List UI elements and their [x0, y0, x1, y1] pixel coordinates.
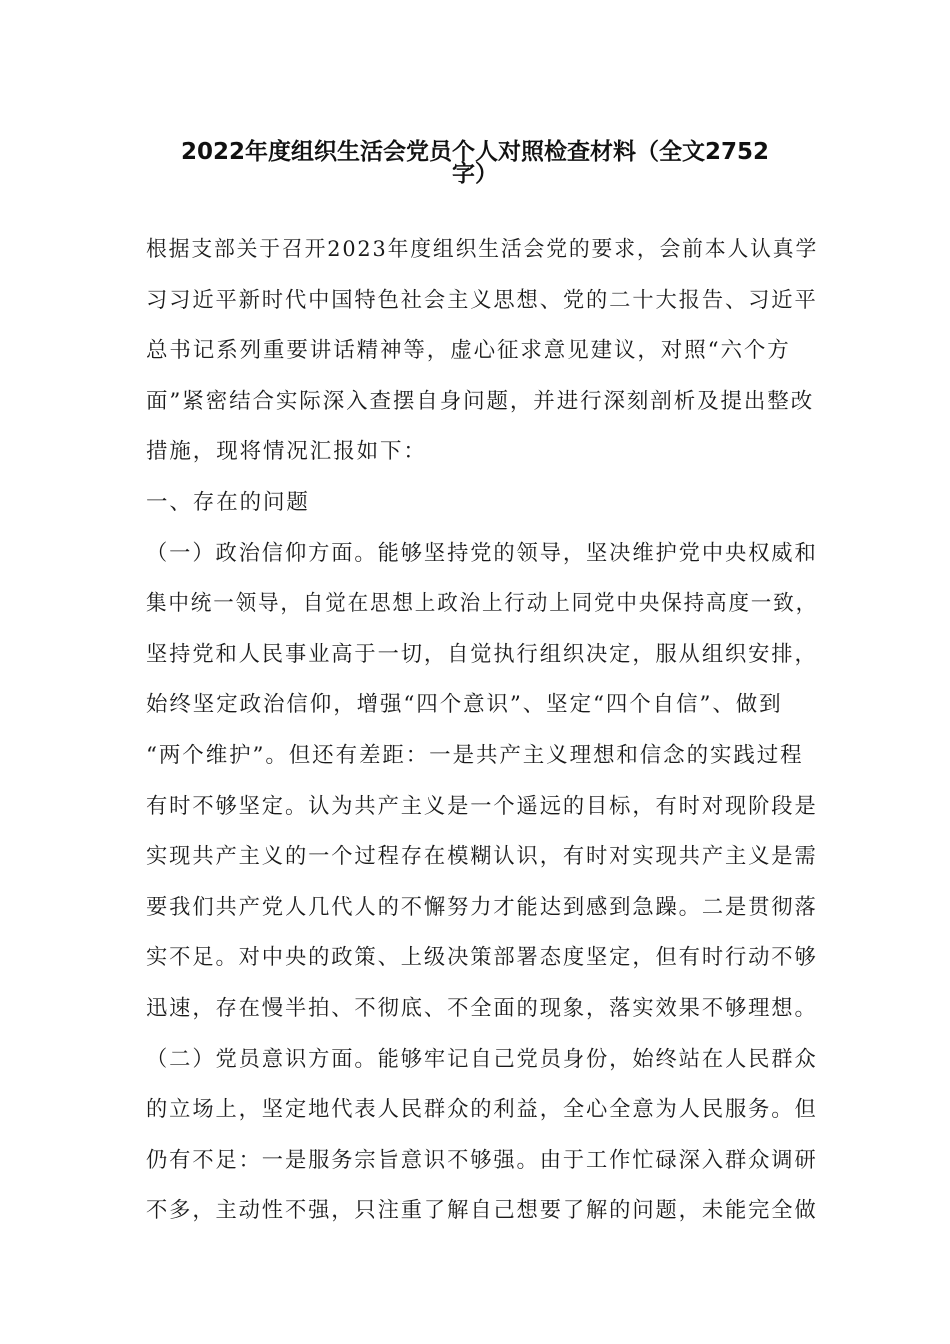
body-line: 总书记系列重要讲话精神等，虚心征求意见建议，对照“六个方 — [146, 338, 791, 364]
body-line: 集中统一领导，自觉在思想上政治上行动上同党中央保持高度一致， — [146, 591, 819, 617]
body-line: 要我们共产党人几代人的不懈努力才能达到感到急躁。二是贯彻落 — [146, 894, 818, 920]
body-line: 仍有不足：一是服务宗旨意识不够强。由于工作忙碌深入群众调研 — [146, 1147, 818, 1173]
body-line: 面”紧密结合实际深入查摆自身问题，并进行深刻剖析及提出整改 — [146, 388, 815, 414]
body-line: 措施，现将情况汇报如下： — [146, 439, 427, 465]
section-heading: 一、存在的问题 — [146, 489, 310, 515]
body-line: 不多，主动性不强，只注重了解自己想要了解的问题，未能完全做 — [146, 1198, 818, 1224]
body-line: 坚持党和人民事业高于一切，自觉执行组织决定，服从组织安排， — [146, 641, 818, 667]
body-line: 实不足。对中央的政策、上级决策部署态度坚定，但有时行动不够 — [146, 945, 818, 971]
body-line: 习习近平新时代中国特色社会主义思想、党的二十大报告、习近平 — [146, 287, 818, 313]
document-title-line-1: 2022年度组织生活会党员个人对照检查材料（全文2752 — [180, 139, 770, 165]
body-line: 始终坚定政治信仰，增强“四个意识”、坚定“四个自信”、做到 — [146, 692, 783, 718]
document-title-line-2: 字） — [452, 161, 498, 187]
body-line: 实现共产主义的一个过程存在模糊认识，有时对实现共产主义是需 — [146, 844, 818, 870]
body-line: “两个维护”。但还有差距：一是共产主义理想和信念的实践过程 — [146, 742, 804, 768]
body-line: 有时不够坚定。认为共产主义是一个遥远的目标，有时对现阶段是 — [146, 793, 818, 819]
body-line: 的立场上，坚定地代表人民群众的利益，全心全意为人民服务。但 — [146, 1097, 818, 1123]
document-body — [146, 232, 819, 1244]
body-line: （二）党员意识方面。能够牢记自己党员身份，始终站在人民群众 — [146, 1046, 818, 1072]
body-line: 迅速，存在慢半拍、不彻底、不全面的现象，落实效果不够理想。 — [146, 995, 818, 1021]
body-line: （一）政治信仰方面。能够坚持党的领导，坚决维护党中央权威和 — [146, 540, 818, 566]
body-line: 根据支部关于召开2023年度组织生活会党的要求，会前本人认真学 — [146, 237, 819, 262]
